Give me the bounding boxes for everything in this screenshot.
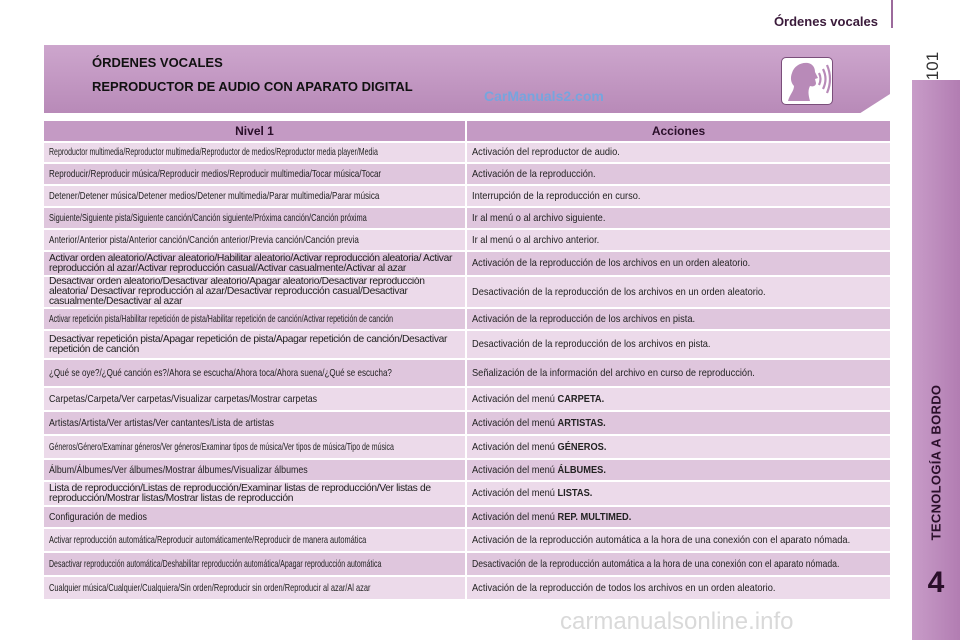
action-prefix: Activación del menú [472,417,558,429]
command-cell [44,186,467,206]
column-header-level: Nivel 1 [44,121,467,141]
carmanuals-watermark: CarManuals2.com [484,88,604,104]
table-row [44,507,890,527]
menu-name: REP. MULTIMED. [557,511,632,523]
chapter-number: 4 [927,566,945,599]
command-text: Álbum/Álbumes/Ver álbumes/Mostrar álbumes/Visualizar álbumes [49,464,308,476]
header-divider [891,0,893,28]
command-text: Detener/Detener música/Detener medios/Detener multimedia/Parar multimedia/Parar música [49,190,380,202]
table-row [44,230,890,250]
action-cell [467,277,890,307]
table-row [44,309,890,329]
command-cell [44,553,467,575]
action-text: Ir al menú o al archivo siguiente. [472,212,606,224]
action-text: Activación de la reproducción de todos los archivos en un orden aleatorio. [472,582,776,594]
section-subtitle: REPRODUCTOR DE AUDIO CON APARATO DIGITAL [92,79,413,94]
command-cell [44,208,467,228]
voice-commands-table [44,119,890,601]
command-cell [44,164,467,184]
table-row [44,553,890,575]
action-text [472,465,606,476]
chapter-side-label [916,372,956,552]
command-text: Reproducir/Reproducir música/Reproducir medios/Reproducir multimedia/Tocar música/Tocar [49,168,382,180]
command-text: Carpetas/Carpeta/Ver carpetas/Visualizar carpetas/Mostrar carpetas [49,393,318,405]
table-row [44,388,890,410]
table-row [44,331,890,358]
menu-name: LISTAS. [557,488,593,499]
footer-watermark: carmanualsonline.info [560,608,794,635]
action-text: Activación de la reproducción de los archivos en pista. [472,313,696,325]
command-cell [44,529,467,551]
action-cell [467,208,890,228]
command-text: Desactivar orden aleatorio/Desactivar aleatorio/Apagar aleatorio/Desactivar reproducción aleatoria/ Desactivar reproducción al azar/Desactivar reproducción casual/Desactivar casualmente/Desactivar al azar [49,277,425,307]
command-cell [44,143,467,162]
command-cell [44,360,467,386]
command-text: Géneros/Género/Examinar géneros/Ver géneros/Examinar tipos de música/Ver tipos de música/Tipo de música [49,441,394,453]
command-text: Cualquier música/Cualquier/Cualquiera/Sin orden/Reproducir sin orden/Reproducir al azar/Al azar [49,582,371,594]
action-text [472,488,592,499]
action-cell [467,252,890,275]
section-title: ÓRDENES VOCALES [92,55,223,70]
chapter-side-tab [912,80,960,640]
command-text: Lista de reproducción/Listas de reproducción/Examinar listas de reproducción/Ver listas de reproducción/Mostrar listas/Mostrar listas de reproducción [49,482,431,504]
command-cell [44,252,467,275]
command-text: Siguiente/Siguiente pista/Siguiente canción/Canción siguiente/Próxima canción/Canción próxima [49,212,367,224]
table-row [44,252,890,275]
command-text: Anterior/Anterior pista/Anterior canción/Canción anterior/Previa canción/Canción previa [49,234,359,246]
command-text: Activar repetición pista/Habilitar repetición de pista/Habilitar repetición de canción/Activar repetición de canción [49,313,394,325]
action-cell [467,577,890,599]
table-row [44,482,890,505]
command-text: Artistas/Artista/Ver artistas/Ver cantantes/Lista de artistas [49,417,274,429]
table-row [44,277,890,307]
command-cell [44,388,467,410]
action-text: Desactivación de la reproducción de los archivos en un orden aleatorio. [472,286,766,298]
command-cell [44,331,467,358]
action-cell [467,143,890,162]
table-header-row [44,121,890,141]
table-row [44,577,890,599]
table-row [44,412,890,434]
command-cell [44,460,467,480]
menu-name: ARTISTAS. [557,417,606,429]
action-prefix: Activación del menú [472,464,558,476]
command-cell [44,277,467,307]
table-row [44,529,890,551]
menu-name: CARPETA. [557,393,605,405]
action-text: Interrupción de la reproducción en curso. [472,190,641,202]
action-cell [467,460,890,480]
action-cell [467,230,890,250]
page-number: 101 [923,51,942,81]
command-text: Desactivar reproducción automática/Deshabilitar reproducción automática/Apagar reproducción automática [49,558,382,570]
command-text: Configuración de medios [49,511,147,523]
page-header-title: Órdenes vocales [773,14,878,29]
action-cell [467,388,890,410]
action-text [472,418,606,429]
command-cell [44,436,467,458]
table-row [44,360,890,386]
action-cell [467,412,890,434]
command-cell [44,507,467,527]
menu-name: ÁLBUMES. [557,464,606,476]
action-text: Activación de la reproducción de los archivos en un orden aleatorio. [472,258,751,269]
command-cell [44,230,467,250]
table-row [44,186,890,206]
command-text: Activar reproducción automática/Reproducir automáticamente/Reproducir de manera automática [49,534,367,546]
action-text [472,394,604,405]
action-cell [467,507,890,527]
command-cell [44,577,467,599]
action-prefix: Activación del menú [472,393,558,405]
menu-name: GÉNEROS. [557,441,607,453]
voice-command-icon [781,57,833,105]
action-cell [467,553,890,575]
action-cell [467,436,890,458]
column-header-actions: Acciones [467,121,890,141]
action-cell [467,482,890,505]
action-text: Ir al menú o al archivo anterior. [472,234,600,246]
table-row [44,143,890,162]
action-prefix: Activación del menú [472,441,558,453]
command-cell [44,482,467,505]
action-cell [467,529,890,551]
action-text [472,442,606,453]
command-text: Desactivar repetición pista/Apagar repetición de pista/Apagar repetición de canción/Desactivar repetición de canción [49,333,448,355]
chapter-name: TECNOLOGÍA A BORDO [928,384,944,540]
action-text: Desactivación de la reproducción automática a la hora de una conexión con el aparato nómada. [472,558,840,570]
command-cell [44,412,467,434]
table-row [44,208,890,228]
action-text: Señalización de la información del archivo en curso de reproducción. [472,367,755,379]
action-cell [467,164,890,184]
action-cell [467,309,890,329]
action-text: Activación de la reproducción. [472,168,596,180]
table-row [44,164,890,184]
command-cell [44,309,467,329]
action-cell [467,186,890,206]
action-text: Desactivación de la reproducción de los archivos en pista. [472,339,711,350]
action-prefix: Activación del menú [472,488,558,499]
table-row [44,460,890,480]
command-text: ¿Qué se oye?/¿Qué canción es?/Ahora se escucha/Ahora toca/Ahora suena/¿Qué se escucha? [49,367,392,379]
action-text: Activación del reproductor de audio. [472,147,620,158]
command-text: Activar orden aleatorio/Activar aleatorio/Habilitar aleatorio/Activar reproducción aleatoria/ Activar reproducción al azar/Activar reproducción casual/Activar casualmente/Activar al azar [49,252,453,274]
table-row [44,436,890,458]
action-cell [467,360,890,386]
action-text [472,512,631,523]
action-cell [467,331,890,358]
action-text: Activación de la reproducción automática a la hora de una conexión con el aparato nómada. [472,534,851,546]
command-text: Reproductor multimedia/Reproductor multimedia/Reproductor de medios/Reproductor media player/Media [49,147,378,158]
action-prefix: Activación del menú [472,511,558,523]
